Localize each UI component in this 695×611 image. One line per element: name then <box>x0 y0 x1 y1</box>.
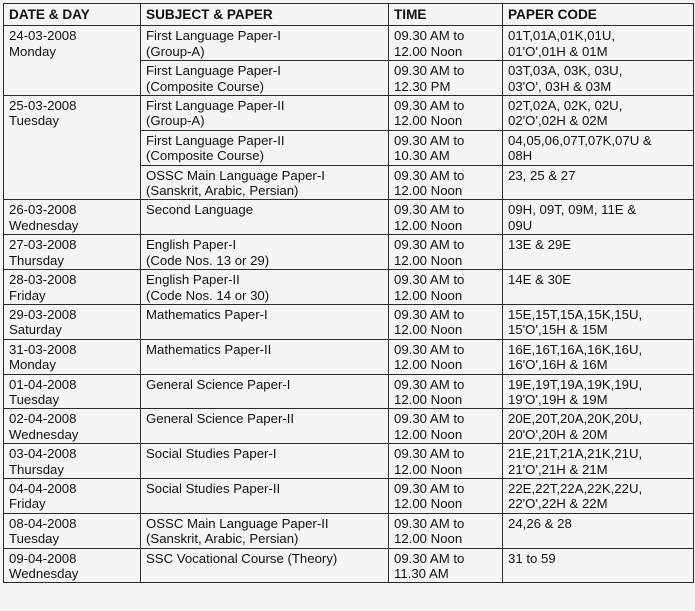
code-line: 03T,03A, 03K, 03U, <box>508 63 623 79</box>
time-line: 12.00 Noon <box>394 461 463 477</box>
subject-line: Social Studies Paper-II <box>146 480 281 496</box>
subject-line: (Sanskrit, Arabic, Persian) <box>146 183 299 199</box>
subject-line: Mathematics Paper-I <box>146 306 268 322</box>
time-line: 09.30 AM to <box>394 272 465 288</box>
date-cell <box>4 270 141 305</box>
time-cell <box>389 235 503 270</box>
subject-cell <box>141 478 389 513</box>
table-row <box>4 339 694 374</box>
header-paper-code: PAPER CODE <box>503 4 694 26</box>
exam-date: 04-04-2008 <box>9 480 77 496</box>
date-cell <box>4 235 141 270</box>
time-line: 12.00 Noon <box>394 43 463 59</box>
exam-date: 02-04-2008 <box>9 411 77 427</box>
exam-day: Wednesday <box>9 566 79 581</box>
time-line: 12.00 Noon <box>394 531 463 547</box>
code-line: 23, 25 & 27 <box>508 167 576 183</box>
subject-line: SSC Vocational Course (Theory) <box>146 550 338 566</box>
code-line: 16E,16T,16A,16K,16U, <box>508 341 643 357</box>
subject-cell <box>141 304 389 339</box>
time-line: 12.00 Noon <box>394 496 463 512</box>
time-line: 09.30 AM to <box>394 237 465 253</box>
subject-line: General Science Paper-I <box>146 376 291 392</box>
table-row <box>4 548 694 583</box>
date-cell <box>4 304 141 339</box>
exam-date: 29-03-2008 <box>9 306 77 322</box>
code-cell <box>503 61 694 96</box>
code-cell <box>503 270 694 305</box>
code-line: 22'O',22H & 22M <box>508 496 608 512</box>
date-cell <box>4 478 141 513</box>
time-cell <box>389 165 503 200</box>
time-line: 09.30 AM to <box>394 306 465 322</box>
time-line: 12.00 Noon <box>394 391 463 407</box>
subject-line: (Sanskrit, Arabic, Persian) <box>146 531 299 547</box>
exam-schedule-table <box>3 3 694 583</box>
code-cell <box>503 26 694 61</box>
time-line: 09.30 AM to <box>394 550 465 566</box>
code-cell <box>503 339 694 374</box>
date-cell <box>4 444 141 479</box>
time-line: 12.00 Noon <box>394 322 463 338</box>
table-row <box>4 270 694 305</box>
time-cell <box>389 339 503 374</box>
exam-date: 08-04-2008 <box>9 515 77 531</box>
date-cell <box>4 409 141 444</box>
subject-cell <box>141 409 389 444</box>
code-line: 03'O', 03H & 03M <box>508 78 612 94</box>
table-row <box>4 444 694 479</box>
table-row <box>4 374 694 409</box>
subject-line: (Group-A) <box>146 43 205 59</box>
time-cell <box>389 96 503 131</box>
subject-line: (Group-A) <box>146 113 205 129</box>
exam-day: Monday <box>9 357 56 373</box>
code-line: 21E,21T,21A,21K,21U, <box>508 446 643 462</box>
subject-line: OSSC Main Language Paper-I <box>146 167 325 183</box>
time-line: 09.30 AM to <box>394 515 465 531</box>
code-line: 13E & 29E <box>508 237 572 253</box>
subject-line: First Language Paper-I <box>146 63 281 79</box>
time-line: 09.30 AM to <box>394 376 465 392</box>
code-line: 20E,20T,20A,20K,20U, <box>508 411 643 427</box>
subject-line: First Language Paper-II <box>146 98 285 114</box>
table-row <box>4 26 694 61</box>
time-cell <box>389 26 503 61</box>
code-line: 31 to 59 <box>508 550 556 566</box>
time-line: 09.30 AM to <box>394 63 465 79</box>
subject-line: First Language Paper-I <box>146 28 281 44</box>
code-line: 21'O',21H & 21M <box>508 461 608 477</box>
exam-date: 03-04-2008 <box>9 446 77 462</box>
subject-cell <box>141 548 389 583</box>
time-line: 12.00 Noon <box>394 217 463 233</box>
code-cell <box>503 304 694 339</box>
code-cell <box>503 409 694 444</box>
exam-date: 31-03-2008 <box>9 341 77 357</box>
subject-cell <box>141 130 389 165</box>
date-cell <box>4 548 141 583</box>
code-line: 22E,22T,22A,22K,22U, <box>508 480 643 496</box>
date-cell <box>4 339 141 374</box>
subject-line: OSSC Main Language Paper-II <box>146 515 329 531</box>
subject-line: English Paper-II <box>146 272 240 288</box>
time-line: 10.30 AM <box>394 148 450 164</box>
subject-cell <box>141 374 389 409</box>
code-line: 04,05,06,07T,07K,07U & <box>508 132 652 148</box>
time-cell <box>389 478 503 513</box>
schedule-body <box>4 26 694 583</box>
time-cell <box>389 548 503 583</box>
time-line: 12.00 Noon <box>394 426 463 442</box>
subject-cell <box>141 270 389 305</box>
subject-line: First Language Paper-II <box>146 132 285 148</box>
subject-line: (Code Nos. 14 or 30) <box>146 287 270 303</box>
time-cell <box>389 61 503 96</box>
code-cell <box>503 444 694 479</box>
code-line: 01T,01A,01K,01U, <box>508 28 616 44</box>
code-line: 01'O',01H & 01M <box>508 43 608 59</box>
code-cell <box>503 374 694 409</box>
exam-day: Monday <box>9 43 56 59</box>
code-cell <box>503 130 694 165</box>
subject-line: (Composite Course) <box>146 78 264 94</box>
time-line: 11.30 AM <box>394 566 449 581</box>
time-cell <box>389 200 503 235</box>
time-line: 09.30 AM to <box>394 446 465 462</box>
header-row <box>4 4 694 26</box>
table-row <box>4 200 694 235</box>
header-subject: SUBJECT & PAPER <box>141 4 389 26</box>
subject-line: General Science Paper-II <box>146 411 295 427</box>
time-line: 09.30 AM to <box>394 480 465 496</box>
exam-day: Thursday <box>9 461 64 477</box>
exam-date: 27-03-2008 <box>9 237 77 253</box>
subject-cell <box>141 235 389 270</box>
code-cell <box>503 478 694 513</box>
exam-date: 28-03-2008 <box>9 272 77 288</box>
code-line: 09U <box>508 217 533 233</box>
exam-day: Wednesday <box>9 217 79 233</box>
time-cell <box>389 130 503 165</box>
subject-line: English Paper-I <box>146 237 237 253</box>
subject-cell <box>141 165 389 200</box>
code-line: 02T,02A, 02K, 02U, <box>508 98 623 114</box>
table-row <box>4 235 694 270</box>
exam-date: 09-04-2008 <box>9 550 77 566</box>
time-line: 09.30 AM to <box>394 132 465 148</box>
exam-day: Tuesday <box>9 531 60 547</box>
subject-line: Social Studies Paper-I <box>146 446 277 462</box>
code-cell <box>503 235 694 270</box>
time-line: 09.30 AM to <box>394 341 465 357</box>
time-line: 09.30 AM to <box>394 202 465 218</box>
code-cell <box>503 96 694 131</box>
exam-date: 25-03-2008 <box>9 98 77 114</box>
code-cell <box>503 548 694 583</box>
exam-day: Tuesday <box>9 391 60 407</box>
time-line: 09.30 AM to <box>394 411 465 427</box>
code-cell <box>503 513 694 548</box>
subject-cell <box>141 339 389 374</box>
subject-cell <box>141 96 389 131</box>
exam-day: Tuesday <box>9 113 60 129</box>
time-line: 12.00 Noon <box>394 113 463 129</box>
time-line: 12.00 Noon <box>394 287 463 303</box>
time-line: 12.00 Noon <box>394 357 463 373</box>
subject-cell <box>141 513 389 548</box>
time-cell <box>389 374 503 409</box>
code-line: 19'O',19H & 19M <box>508 391 608 407</box>
exam-day: Saturday <box>9 322 62 338</box>
time-cell <box>389 409 503 444</box>
exam-day: Friday <box>9 496 46 512</box>
subject-line: (Composite Course) <box>146 148 264 164</box>
table-row <box>4 304 694 339</box>
code-line: 08H <box>508 148 533 164</box>
date-cell <box>4 513 141 548</box>
code-line: 24,26 & 28 <box>508 515 572 531</box>
exam-date: 26-03-2008 <box>9 202 77 218</box>
time-cell <box>389 444 503 479</box>
subject-cell <box>141 444 389 479</box>
subject-cell <box>141 26 389 61</box>
time-cell <box>389 304 503 339</box>
table-row <box>4 96 694 131</box>
time-cell <box>389 513 503 548</box>
code-cell <box>503 200 694 235</box>
exam-day: Wednesday <box>9 426 79 442</box>
time-line: 09.30 AM to <box>394 28 465 44</box>
code-line: 15'O',15H & 15M <box>508 322 608 338</box>
header-time: TIME <box>389 4 503 26</box>
time-line: 12.30 PM <box>394 78 451 94</box>
table-row <box>4 478 694 513</box>
time-cell <box>389 270 503 305</box>
subject-line: Mathematics Paper-II <box>146 341 272 357</box>
date-cell <box>4 96 141 200</box>
subject-line: (Code Nos. 13 or 29) <box>146 252 270 268</box>
code-line: 20'O',20H & 20M <box>508 426 608 442</box>
table-row <box>4 513 694 548</box>
subject-cell <box>141 61 389 96</box>
header-date-day: DATE & DAY <box>4 4 141 26</box>
code-line: 15E,15T,15A,15K,15U, <box>508 306 643 322</box>
code-line: 02'O',02H & 02M <box>508 113 608 129</box>
exam-date: 24-03-2008 <box>9 28 77 44</box>
subject-cell <box>141 200 389 235</box>
time-line: 12.00 Noon <box>394 183 463 199</box>
exam-day: Friday <box>9 287 46 303</box>
code-line: 16'O',16H & 16M <box>508 357 608 373</box>
date-cell <box>4 200 141 235</box>
date-cell <box>4 26 141 96</box>
time-line: 09.30 AM to <box>394 98 465 114</box>
table-row <box>4 409 694 444</box>
date-cell <box>4 374 141 409</box>
time-line: 09.30 AM to <box>394 167 465 183</box>
code-line: 19E,19T,19A,19K,19U, <box>508 376 643 392</box>
exam-day: Thursday <box>9 252 64 268</box>
code-cell <box>503 165 694 200</box>
code-line: 14E & 30E <box>508 272 572 288</box>
subject-line: Second Language <box>146 202 254 218</box>
exam-date: 01-04-2008 <box>9 376 77 392</box>
time-line: 12.00 Noon <box>394 252 463 268</box>
code-line: 09H, 09T, 09M, 11E & <box>508 202 637 218</box>
